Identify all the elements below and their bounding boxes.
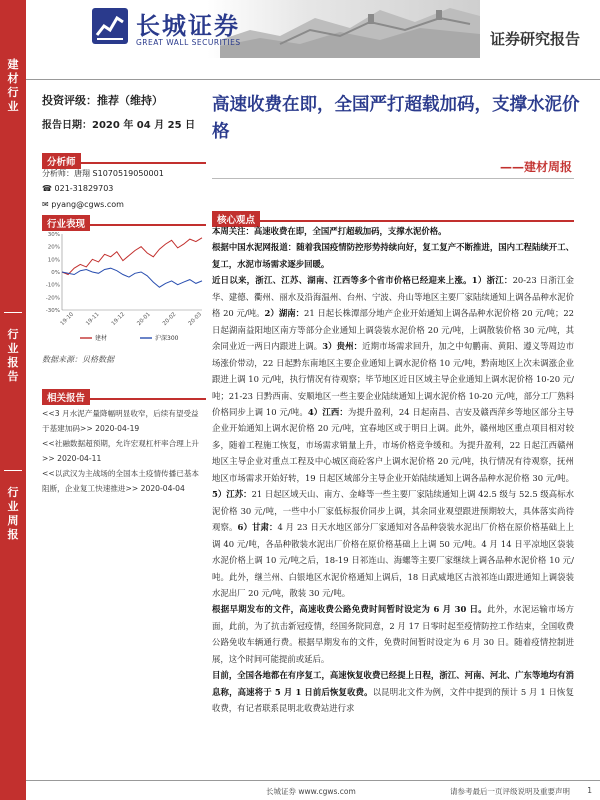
core-label: 核心观点 [212,211,260,227]
footer-url[interactable]: 长城证券 www.cgws.com [266,787,356,796]
company-logo-icon [92,8,128,44]
related-label: 相关报告 [42,389,90,405]
paragraph [212,239,574,272]
paragraph [212,667,574,716]
paragraph [212,223,574,239]
title-divider [212,178,574,179]
core-section-header [212,208,574,226]
analyst-name: 分析师：唐翔 S1070519050001 [42,169,164,178]
y-tick-label: 20% [47,244,60,251]
region-label: 3）贵州： [322,341,363,352]
legend-label: 建材 [95,335,108,342]
phone-icon: ☎ [42,184,55,193]
trend-label: 行业表现 [42,215,90,231]
report-title: 高速收费在即，全国严打超载加码，支撑水泥价格 [212,95,580,142]
analyst-phone-row [42,184,113,193]
industry-trend-chart [42,228,206,346]
analyst-email-row [42,200,124,209]
body-text: 4 月 23 日天水地区部分厂家通知对各品种袋装水泥出厂价格在原价格基础上上调 40 元/吨，各品种散装水泥出厂价格在原价格基础上上调 50 元/吨。4 月 14 日平凉地区袋装水泥价格上调 10 元/吨之后，18-19 日祁连山、海螺等主要厂家继续上调各品种水泥价格 10 元/吨。此外，继兰州、白银地区水泥价格通知上调后，18 日武威地区古浪祁连山跟进通知上调袋装水泥出厂 20 元/吨，散装 30 元/吨。 [212,522,575,598]
x-tick-label: 19-12 [110,311,127,328]
series-line [62,268,202,287]
chart-source: 数据来源：贝格数据 [42,355,114,364]
related-section-header [42,386,206,404]
region-label: 4）江西： [307,406,348,417]
y-tick-label: -30% [45,308,60,314]
region-label: 1）浙江： [471,275,513,286]
highlight-text: 目前，全国各地都在有序复工，高速恢复收费已经提上日程，浙江、河南、河北、广东等地均有消息称，高速将于 5 月 1 日前后恢复收费。 [212,670,574,697]
related-report-item[interactable]: <<以武汉为主战场的全国本土疫情传播已基本阻断，企业复工快速推进>> 2020-04-04 [42,469,200,493]
body-text: 此外，水泥运输市场方面，此前，为了抗击新冠疫情，经国务院同意，2 月 17 日零时起至疫情防控工作结束，全国收费公路免收车辆通行费。根据早期发布的文件，免费时间暂时设定为 6 月 30 日。随着疫情控制进展，这个时间可能提前或延后。 [212,604,574,664]
report-type: 证券研究报告 [489,30,580,48]
body-text: 20-23 日浙江金华、建德、衢州、丽水及沿海温州、台州、宁波、舟山等地区主要厂家陆续通知上调各品种水泥价格 20 元/吨。 [212,275,575,319]
body-text: 近期市场需求回升，加之中旬鹏南、黄阳、遵义等周边市场涨价带动，22 日起黔东南地区主要企业通知上调水泥价格 10 元/吨，黔南地区上次未调涨企业跟进上调 10 元/吨，执行情况有待观察；毕节地区近日区域主导企业通知上调水泥价格 10-20 元/吨；21-23 日黔西南、安顺地区一些主要企业陆续通知上调水泥价格 10-20 元/吨，部分工厂熟料价格同步上调 10 元/吨。 [212,341,575,417]
highlight-text: 近日以来，浙江、江苏、湖南、江西等多个省市价格已经迎来上涨。 [212,275,472,286]
company-name-en: GREAT WALL SECURITIES [136,38,241,47]
paragraph [212,601,574,667]
analyst-section-header [42,150,206,168]
sidebar-industry: 建材行业 [7,58,19,113]
header-banner [40,0,480,58]
y-tick-label: -10% [45,282,60,289]
side-bar [0,0,26,800]
investment-rating: 投资评级：推荐（维持） [42,94,163,107]
highlight-text: 根据中国水泥网报道：随着我国疫情防控形势持续向好，复工复产不断推进，国内工程陆续开工、复工，水泥市场需求逐步回暖。 [212,242,574,269]
x-tick-label: 20-02 [161,311,178,328]
analyst-email[interactable]: pyang@cgws.com [51,200,124,209]
body-text: 21 日起长株潭部分地产企业开始通知上调各品种水泥价格 20 元/吨；22 日起湖南益阳地区南方等部分企业通知上调袋装水泥价格 20 元/吨，上调散装价格 30 元/吨，其余同业近一两日内跟进上调。 [212,308,574,352]
region-label: 5）江苏： [212,489,252,500]
y-tick-label: 0% [51,270,60,276]
x-tick-label: 20-01 [136,311,152,328]
sidebar-weekly: 行业周报 [7,486,19,541]
highlight-text: 本周关注：高速收费在即，全国严打超载加码，支撑水泥价格。 [212,226,447,236]
legend-label: 沪深300 [155,335,179,342]
analyst-phone: 021-31829703 [54,184,114,193]
body-text: 21 日起区域天山、南方、金峰等一些主要厂家陆续通知上调 42.5 级与 52.5 级高标水泥价格 30 元/吨，一些中小厂家低标报价同步上调，其余同业观望跟进预期较大，具体落实尚待观察。 [212,489,575,533]
trend-section-header [42,212,206,230]
related-report-item[interactable]: <<社融数据超预期，允许宏观杠杆率合理上升>> 2020-04-11 [42,439,200,463]
paragraph [212,272,574,601]
company-name: 长城证券 [136,12,240,40]
page-footer [26,780,600,800]
sidebar-divider [4,312,22,313]
page-number: 1 [587,786,592,795]
email-icon: ✉ [42,200,52,209]
analyst-label: 分析师 [42,153,81,169]
y-tick-label: 10% [47,257,60,264]
great-wall-image [220,0,480,58]
page-header [26,0,600,80]
y-tick-label: -20% [45,295,60,302]
x-tick-label: 20-03 [187,311,204,328]
x-tick-label: 19-10 [59,311,76,328]
series-line [62,238,202,275]
report-date: 报告日期：2020 年 04 月 25 日 [42,120,196,131]
body-text: 为提升盈利，24 日起南昌、吉安及赣西萍乡等地区部分主导企业开始通知上调水泥价格 20 元/吨，宜春地区或于明日上调。此外，赣州地区重点项目相对较多，随着工程施工恢复，市场需求销量上升，市场价格竞争缓和。为提升盈利，22 日起江西赣州地区主导企业对重点工程及中心城区商砼客户上调水泥价格 20 元/吨，执行情况有待观察，抚州地区市场需求开始好转，19 日起区域部分主导企业开始陆续通知上调各品种水泥价格 30 元/吨。 [212,406,574,483]
related-report-item[interactable]: <<3 月水泥产量降幅明显收窄，后续有望受益于基建加码>> 2020-04-19 [42,409,199,433]
region-label: 6）甘肃： [237,522,278,533]
related-reports-list [42,406,206,496]
region-label: 2）湖南： [264,308,305,319]
y-tick-label: 30% [47,232,60,238]
sidebar-divider [4,470,22,471]
footer-disclaimer: 请参考最后一页评级说明及重要声明 [450,787,570,796]
body-text: 以昆明北文件为例，文件中提到的预计 5 月 1 日恢复收费，有记者联系昆明北收费站进行求 [212,686,574,714]
core-body [212,223,574,717]
report-subtitle: ——建材周报 [499,160,572,174]
highlight-text: 根据早期发布的文件，高速收费公路免费时间暂时设定为 6 月 30 日。 [212,604,488,615]
sidebar-report: 行业报告 [7,328,19,383]
x-tick-label: 19-11 [85,311,101,328]
